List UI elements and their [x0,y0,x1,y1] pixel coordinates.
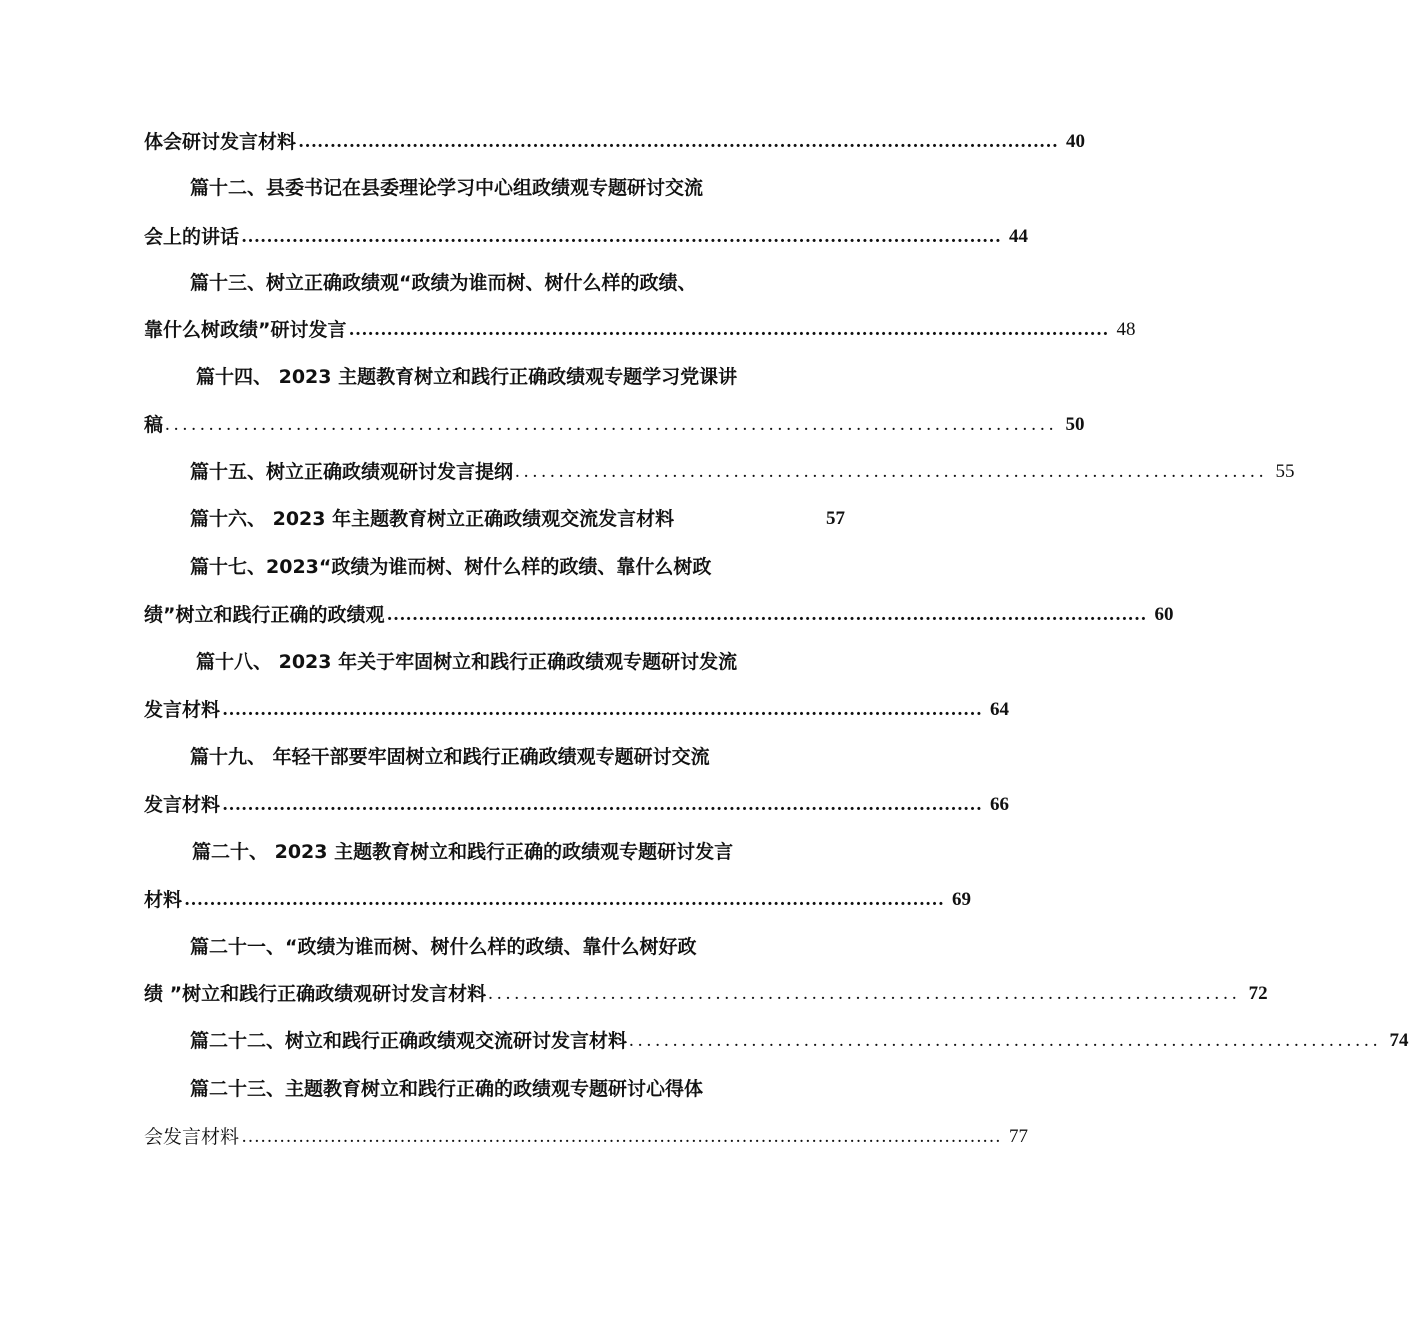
toc-entry-text: 篇二十二、树立和践行正确政绩观交流研讨发言材料 [190,1030,628,1052]
toc-entry-text: 靠什么树政绩”研讨发言 [144,319,347,341]
toc-page-number: 48 [1116,319,1136,340]
toc-entry[interactable] [144,885,972,915]
toc-entry[interactable] [144,647,737,677]
toc-entry-text: 篇十九、 年轻干部要牢固树立和践行正确政绩观专题研讨交流 [190,746,710,768]
dot-leader: ...................................................................................................... [165,414,1058,435]
dot-leader: ………………………………………………………………………………………………………… [184,889,945,910]
toc-entry-text: 会上的讲话 [144,226,240,248]
toc-entry[interactable] [144,837,733,867]
toc-entry-text: 稿 [144,414,164,436]
toc-page-number: 72 [1248,983,1268,1004]
toc-page-number: 57 [826,508,845,529]
toc-page-number: 44 [1009,226,1029,247]
toc-entry[interactable] [144,600,1174,630]
toc-entry-text: 绩”树立和践行正确的政绩观 [144,604,385,626]
toc-entry[interactable] [144,552,711,582]
toc-entry[interactable] [144,268,697,298]
toc-page-number: 74 [1389,1030,1409,1051]
toc-entry-text: 篇十三、树立正确政绩观“政绩为谁而树、树什么样的政绩、 [190,272,697,294]
toc-entry-text: 篇十五、树立正确政绩观研讨发言提纲 [190,461,514,483]
toc-entry-text: 发言材料 [144,699,221,721]
toc-entry[interactable] [144,127,1086,157]
toc-entry-text: 篇二十、 2023 主题教育树立和践行正确的政绩观专题研讨发言 [192,841,734,863]
toc-entry[interactable] [144,173,703,203]
toc-page-number: 69 [952,889,972,910]
toc-entry[interactable] [144,1074,703,1104]
toc-entry-text: 绩 ”树立和践行正确政绩观研讨发言材料 [144,983,487,1005]
toc-page-number: 55 [1275,461,1295,482]
toc-entry-text: 篇十二、县委书记在县委理论学习中心组政绩观专题研讨交流 [190,177,704,199]
toc-entry[interactable] [144,457,1295,487]
dot-leader: ………………………………………………………………………………………………………… [348,319,1109,340]
dot-leader: ………………………………………………………………………………………………………… [241,1126,1002,1147]
toc-entry-text: 篇二十一、“政绩为谁而树、树什么样的政绩、靠什么树好政 [190,936,697,958]
toc-entry-text: 材料 [144,889,183,911]
toc-entry[interactable] [144,695,1010,725]
dot-leader: ………………………………………………………………………………………………………… [222,699,983,720]
toc-page-number: 66 [990,794,1010,815]
toc-entry[interactable] [144,410,1085,440]
toc-entry[interactable] [144,1122,1029,1152]
toc-entry-text: 篇二十三、主题教育树立和践行正确的政绩观专题研讨心得体 [190,1078,704,1100]
toc-entry-text: 会发言材料 [144,1126,240,1148]
toc-page-number: 50 [1065,414,1085,435]
toc-entry-text: 篇十四、 2023 主题教育树立和践行正确政绩观专题学习党课讲 [196,366,738,388]
toc-entry[interactable] [144,979,1268,1009]
dot-leader: ………………………………………………………………………………………………………… [241,226,1002,247]
toc-entry-text: 篇十八、 2023 年关于牢固树立和践行正确政绩观专题研讨发流 [196,651,738,673]
toc-entry[interactable] [144,504,845,534]
dot-leader: ………………………………………………………………………………………………………… [222,794,983,815]
toc-entry[interactable] [144,742,710,772]
dot-leader: ………………………………………………………………………………………………………… [386,604,1147,625]
toc-page-number: 64 [990,699,1010,720]
dot-leader: ………………………………………………………………………………………………………… [298,131,1059,152]
dot-leader: ...................................................................................... [515,461,1268,482]
toc-entry-text: 体会研讨发言材料 [144,131,297,153]
toc-entry[interactable] [144,222,1029,252]
toc-entry[interactable] [144,1026,1409,1056]
toc-entry-text: 发言材料 [144,794,221,816]
toc-entry[interactable] [144,362,737,392]
dot-leader: ...................................................................................... [488,983,1241,1004]
toc-page-number: 40 [1066,131,1086,152]
toc-entry-text: 篇十六、 2023 年主题教育树立正确政绩观交流发言材料 [190,508,675,530]
toc-page-number: 60 [1154,604,1174,625]
toc-entry[interactable] [144,315,1136,345]
dot-leader: ...................................................................................... [629,1030,1382,1051]
toc-entry[interactable] [144,932,697,962]
toc-entry[interactable] [144,790,1010,820]
toc-entry-text: 篇十七、2023“政绩为谁而树、树什么样的政绩、靠什么树政 [190,556,712,578]
toc-page-number: 77 [1009,1126,1029,1147]
